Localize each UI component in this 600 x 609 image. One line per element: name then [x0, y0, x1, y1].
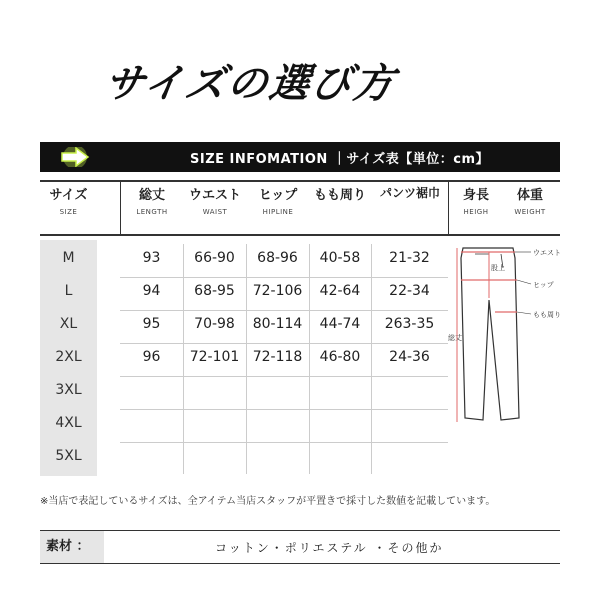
row-divider: [120, 277, 448, 278]
diagram-label-hip: ヒップ: [533, 281, 554, 289]
table-cell-waist: 66-90: [194, 250, 235, 266]
pants-outline: [461, 248, 519, 420]
size-cell: 5XL: [55, 448, 82, 464]
table-cell-waist: 70-98: [194, 316, 235, 332]
row-divider: [120, 442, 448, 443]
column-divider: [183, 244, 184, 474]
pants-measurement-diagram: [445, 240, 565, 440]
size-cell: L: [64, 283, 73, 299]
diagram-label-thigh: もも周り: [533, 311, 561, 319]
table-cell-thigh: 42-64: [319, 283, 361, 299]
header-label: パンツ裾巾: [379, 186, 440, 200]
table-cell-hem: 21-32: [389, 250, 430, 266]
header-sublabel: LENGTH: [136, 208, 168, 216]
material-label: 素材 ：: [40, 531, 104, 563]
header-size: [40, 184, 97, 232]
header-label: サイズ: [49, 188, 88, 203]
header-height: [450, 184, 502, 232]
header-label: もも周り: [313, 188, 366, 203]
diagram-label-length: 総丈: [448, 334, 462, 342]
header-label: 総丈: [138, 188, 165, 203]
row-divider: [120, 343, 448, 344]
header-top-rule: [40, 180, 560, 182]
table-cell-hip: 72-106: [252, 283, 303, 299]
header-length: [122, 184, 182, 232]
material-value: コットン・ポリエステル ・その他か: [215, 541, 444, 555]
header-bottom-rule: [40, 234, 560, 236]
arrow-right-icon: [58, 147, 92, 167]
table-cell-length: 95: [142, 316, 161, 332]
table-cell-hem: 24-36: [389, 349, 430, 365]
header-sublabel: WAIST: [202, 208, 228, 216]
header-thigh: [308, 184, 372, 232]
header-divider: [120, 182, 121, 234]
banner-text: SIZE INFOMATION ｜サイズ表【単位：cm】: [190, 152, 490, 167]
column-divider: [246, 244, 247, 474]
measurement-note: ※当店で表記しているサイズは、全アイテム当店スタッフが平置きで採寸した数値を記載しています。: [40, 496, 496, 507]
header-sublabel: HEIGH: [463, 208, 489, 216]
table-cell-length: 96: [142, 349, 161, 365]
table-cell-hip: 72-118: [252, 349, 303, 365]
header-label: ヒップ: [258, 188, 298, 203]
table-cell-waist: 68-95: [194, 283, 235, 299]
diagram-label-rise: 股上: [491, 264, 505, 272]
table-cell-thigh: 46-80: [319, 349, 361, 365]
table-cell-thigh: 44-74: [319, 316, 361, 332]
size-cell: M: [62, 250, 75, 266]
header-sublabel: WEIGHT: [514, 208, 546, 216]
material-row: [40, 530, 560, 564]
table-cell-hem: 263-35: [384, 316, 435, 332]
row-divider: [120, 376, 448, 377]
table-cell-thigh: 40-58: [319, 250, 361, 266]
header-hem: [372, 184, 448, 232]
header-label: ウエスト: [188, 188, 241, 203]
size-cell: XL: [59, 316, 78, 332]
table-cell-waist: 72-101: [189, 349, 240, 365]
row-divider: [120, 310, 448, 311]
size-info-banner: [40, 142, 560, 172]
column-divider: [309, 244, 310, 474]
table-cell-length: 93: [142, 250, 161, 266]
header-waist: [184, 184, 246, 232]
header-sublabel: HIPLINE: [262, 208, 294, 216]
header-label: 体重: [516, 188, 543, 203]
header-label: 身長: [462, 188, 489, 203]
table-cell-hip: 80-114: [252, 316, 303, 332]
header-sublabel: SIZE: [59, 208, 78, 216]
header-divider: [448, 182, 449, 234]
row-divider: [120, 409, 448, 410]
size-cell: 3XL: [55, 382, 82, 398]
header-hip: [248, 184, 308, 232]
diagram-label-waist: ウエスト: [533, 249, 561, 257]
table-cell-hip: 68-96: [257, 250, 298, 266]
column-divider: [371, 244, 372, 474]
page-title: サイズの選び方: [101, 61, 399, 107]
table-cell-hem: 22-34: [389, 283, 430, 299]
size-cell: 2XL: [55, 349, 82, 365]
size-cell: 4XL: [55, 415, 82, 431]
table-cell-length: 94: [142, 283, 161, 299]
header-weight: [504, 184, 556, 232]
